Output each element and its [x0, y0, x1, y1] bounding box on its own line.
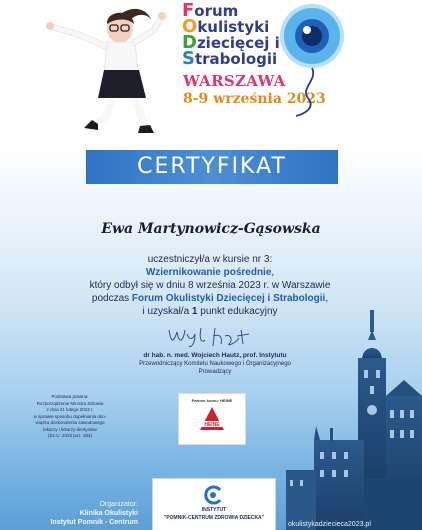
legal-note — [24, 394, 116, 440]
eye-balloon-icon — [278, 2, 348, 120]
logo-line-strabologii: Strabologii — [182, 48, 278, 69]
logo-dates: 8-9 września 2023 — [183, 91, 326, 107]
heine-logo-icon — [199, 406, 225, 432]
body-line-4: podczas Forum Okulistyki Dziecięcej i Strabologii, — [91, 293, 329, 304]
partner-label: Partner kursu: HEINE — [191, 398, 233, 403]
institute-line-2: "POMNIK-CENTRUM ZDROWIA DZIECKA" — [163, 515, 265, 521]
partner-box — [178, 393, 246, 445]
jumping-girl-illustration — [40, 2, 170, 134]
legal-line: w sprawie sposobu dopełniania obo- — [33, 413, 107, 419]
logo-line-okulistyki: Okulistyki — [182, 16, 270, 37]
forum-name: Forum Okulistyki Dziecięcej i Strabologii — [131, 293, 326, 304]
institute-line-1: INSTYTUT — [201, 507, 227, 513]
svg-text:HEINE: HEINE — [204, 422, 220, 428]
body-line-1: uczestniczył/a w kursie nr 3: — [147, 254, 273, 265]
body-line-5: i uzyskał/a 1 punkt edukacyjny — [142, 306, 278, 317]
body-line-3: który odbył się w dniu 8 września 2023 r. w Warszawie — [89, 280, 331, 291]
certificate-title: CERTYFIKAT — [137, 154, 287, 179]
institute-logo-icon — [202, 484, 224, 506]
organizer-label: Organizator: — [99, 501, 138, 508]
legal-line: lekarzy i lekarzy dentystów — [43, 426, 97, 432]
legal-line: wiązku doskonalenia zawodowego — [35, 420, 105, 425]
signer-role-2: Prowadzący — [198, 369, 232, 375]
logo-city: WARSZAWA — [183, 72, 286, 90]
signer-name: dr hab. n. med. Wojciech Hautz, prof. Instytutu — [143, 352, 287, 359]
body-line-course: Wziernikowanie pośrednie, — [145, 267, 275, 278]
institute-logo-box — [152, 478, 276, 530]
organizer-line-2: Instytut Pomnik - Centrum — [50, 519, 138, 526]
logo-line-forum: Forum — [182, 0, 239, 21]
title-band — [86, 150, 338, 184]
signer-block — [120, 352, 310, 376]
royal-castle-illustration — [286, 300, 422, 530]
points-value: 1 — [191, 306, 198, 317]
legal-line: z dnia 21 lutego 2023 r. — [46, 407, 94, 412]
legal-line: (Dz.U. 2023 poz. 382) — [47, 433, 93, 438]
organizer-block — [38, 500, 138, 527]
legal-line: Rozporządzenie Ministra Zdrowia — [36, 400, 104, 406]
legal-line: Podstawa prawna: — [51, 394, 89, 399]
website-link[interactable]: okulistykadziecieca2023.pl — [288, 521, 371, 528]
course-name: Wziernikowanie pośrednie — [145, 267, 272, 278]
organizer-line-1: Klinika Okulistyki — [79, 510, 138, 517]
signature-image — [155, 322, 265, 350]
recipient-name: Ewa Martynowicz-Gąsowska — [101, 221, 321, 237]
logo-line-dzieciecej: Dziecięcej i — [182, 32, 280, 53]
signer-role-1: Przewodniczący Komitetu Naukowego i Organizacyjnego — [139, 361, 291, 367]
